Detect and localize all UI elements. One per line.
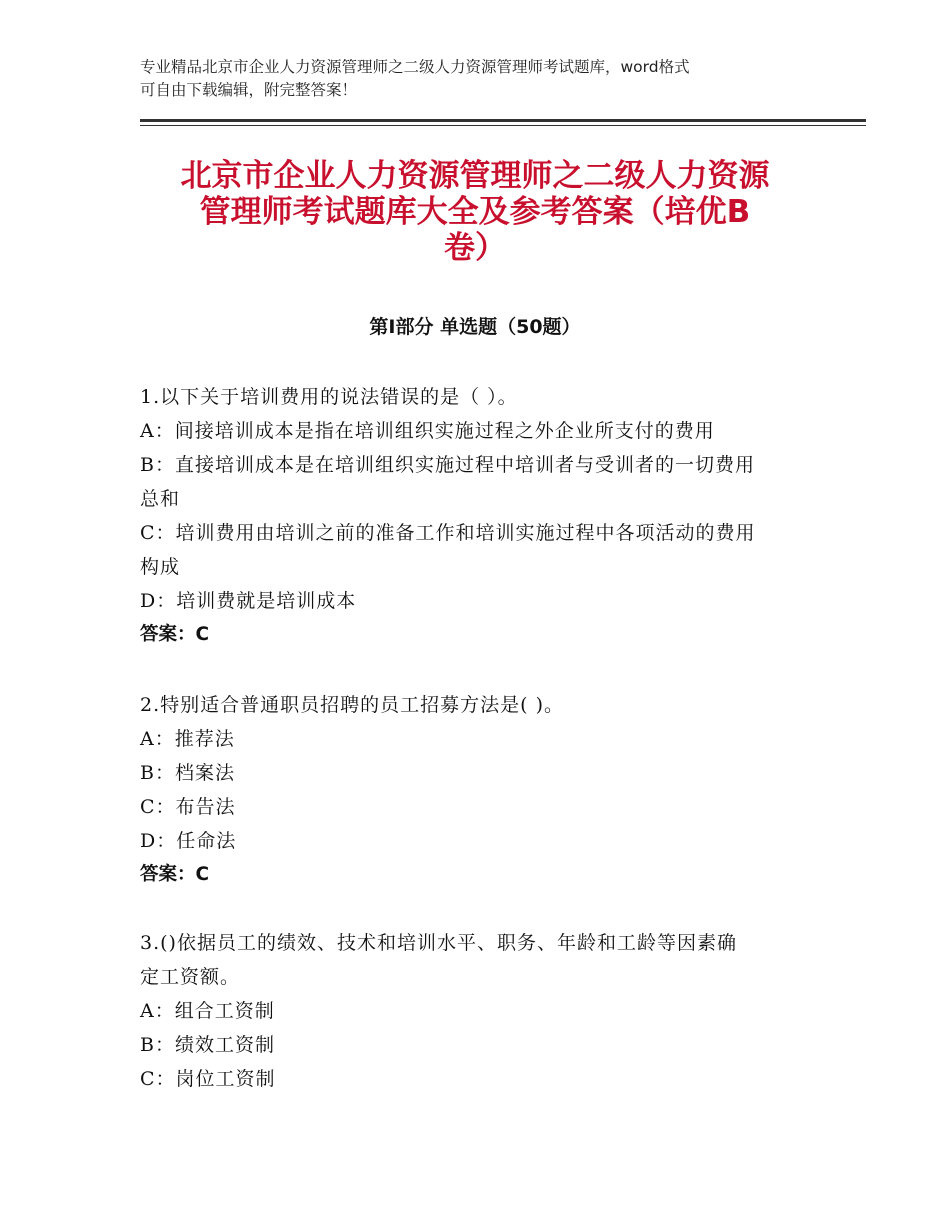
header-note-line-1: 专业精品北京市企业人力资源管理师之二级人力资源管理师考试题库，word格式 [140,58,690,76]
question-2-option-d: D：任命法 [140,830,237,852]
question-1-option-d: D：培训费就是培训成本 [140,590,357,612]
question-2-option-c: C：布告法 [140,796,236,818]
question-3-option-c: C：岗位工资制 [140,1068,276,1090]
question-3-option-a: A：组合工资制 [140,1000,275,1022]
document-title-line-1: 北京市企业人力资源管理师之二级人力资源 [180,158,770,194]
document-title-line-2: 管理师考试题库大全及参考答案（培优B [199,194,751,230]
document-title [140,158,810,266]
question-1-option-b-cont: 总和 [140,488,181,510]
question-1-answer: 答案：C [140,624,210,645]
section-title: 第Ⅰ部分 单选题（50题） [369,316,581,338]
question-1-option-a: A：间接培训成本是指在培训组织实施过程之外企业所支付的费用 [140,420,715,442]
question-2-stem: 2.特别适合普通职员招聘的员工招募方法是( )。 [140,694,564,716]
question-2-option-b: B：档案法 [140,762,235,784]
question-3-option-b: B：绩效工资制 [140,1034,275,1056]
question-3-stem: 3.()依据员工的绩效、技术和培训水平、职务、年龄和工龄等因素确 [140,932,737,954]
question-1-stem: 1.以下关于培训费用的说法错误的是（ ）。 [140,386,518,408]
document-title-line-3: 卷） [444,230,506,266]
question-2-answer: 答案：C [140,864,210,885]
header-note-line-2: 可自由下载编辑，附完整答案！ [140,81,358,99]
question-1-option-c: C：培训费用由培训之前的准备工作和培训实施过程中各项活动的费用 [140,522,756,544]
header-note [140,56,820,102]
header-divider-thin [140,125,866,126]
question-1-option-b: B：直接培训成本是在培训组织实施过程中培训者与受训者的一切费用 [140,454,755,476]
question-3-stem-cont: 定工资额。 [140,966,241,988]
question-2-option-a: A：推荐法 [140,728,235,750]
question-1-option-c-cont: 构成 [140,556,181,578]
header-divider-thick [140,119,866,122]
